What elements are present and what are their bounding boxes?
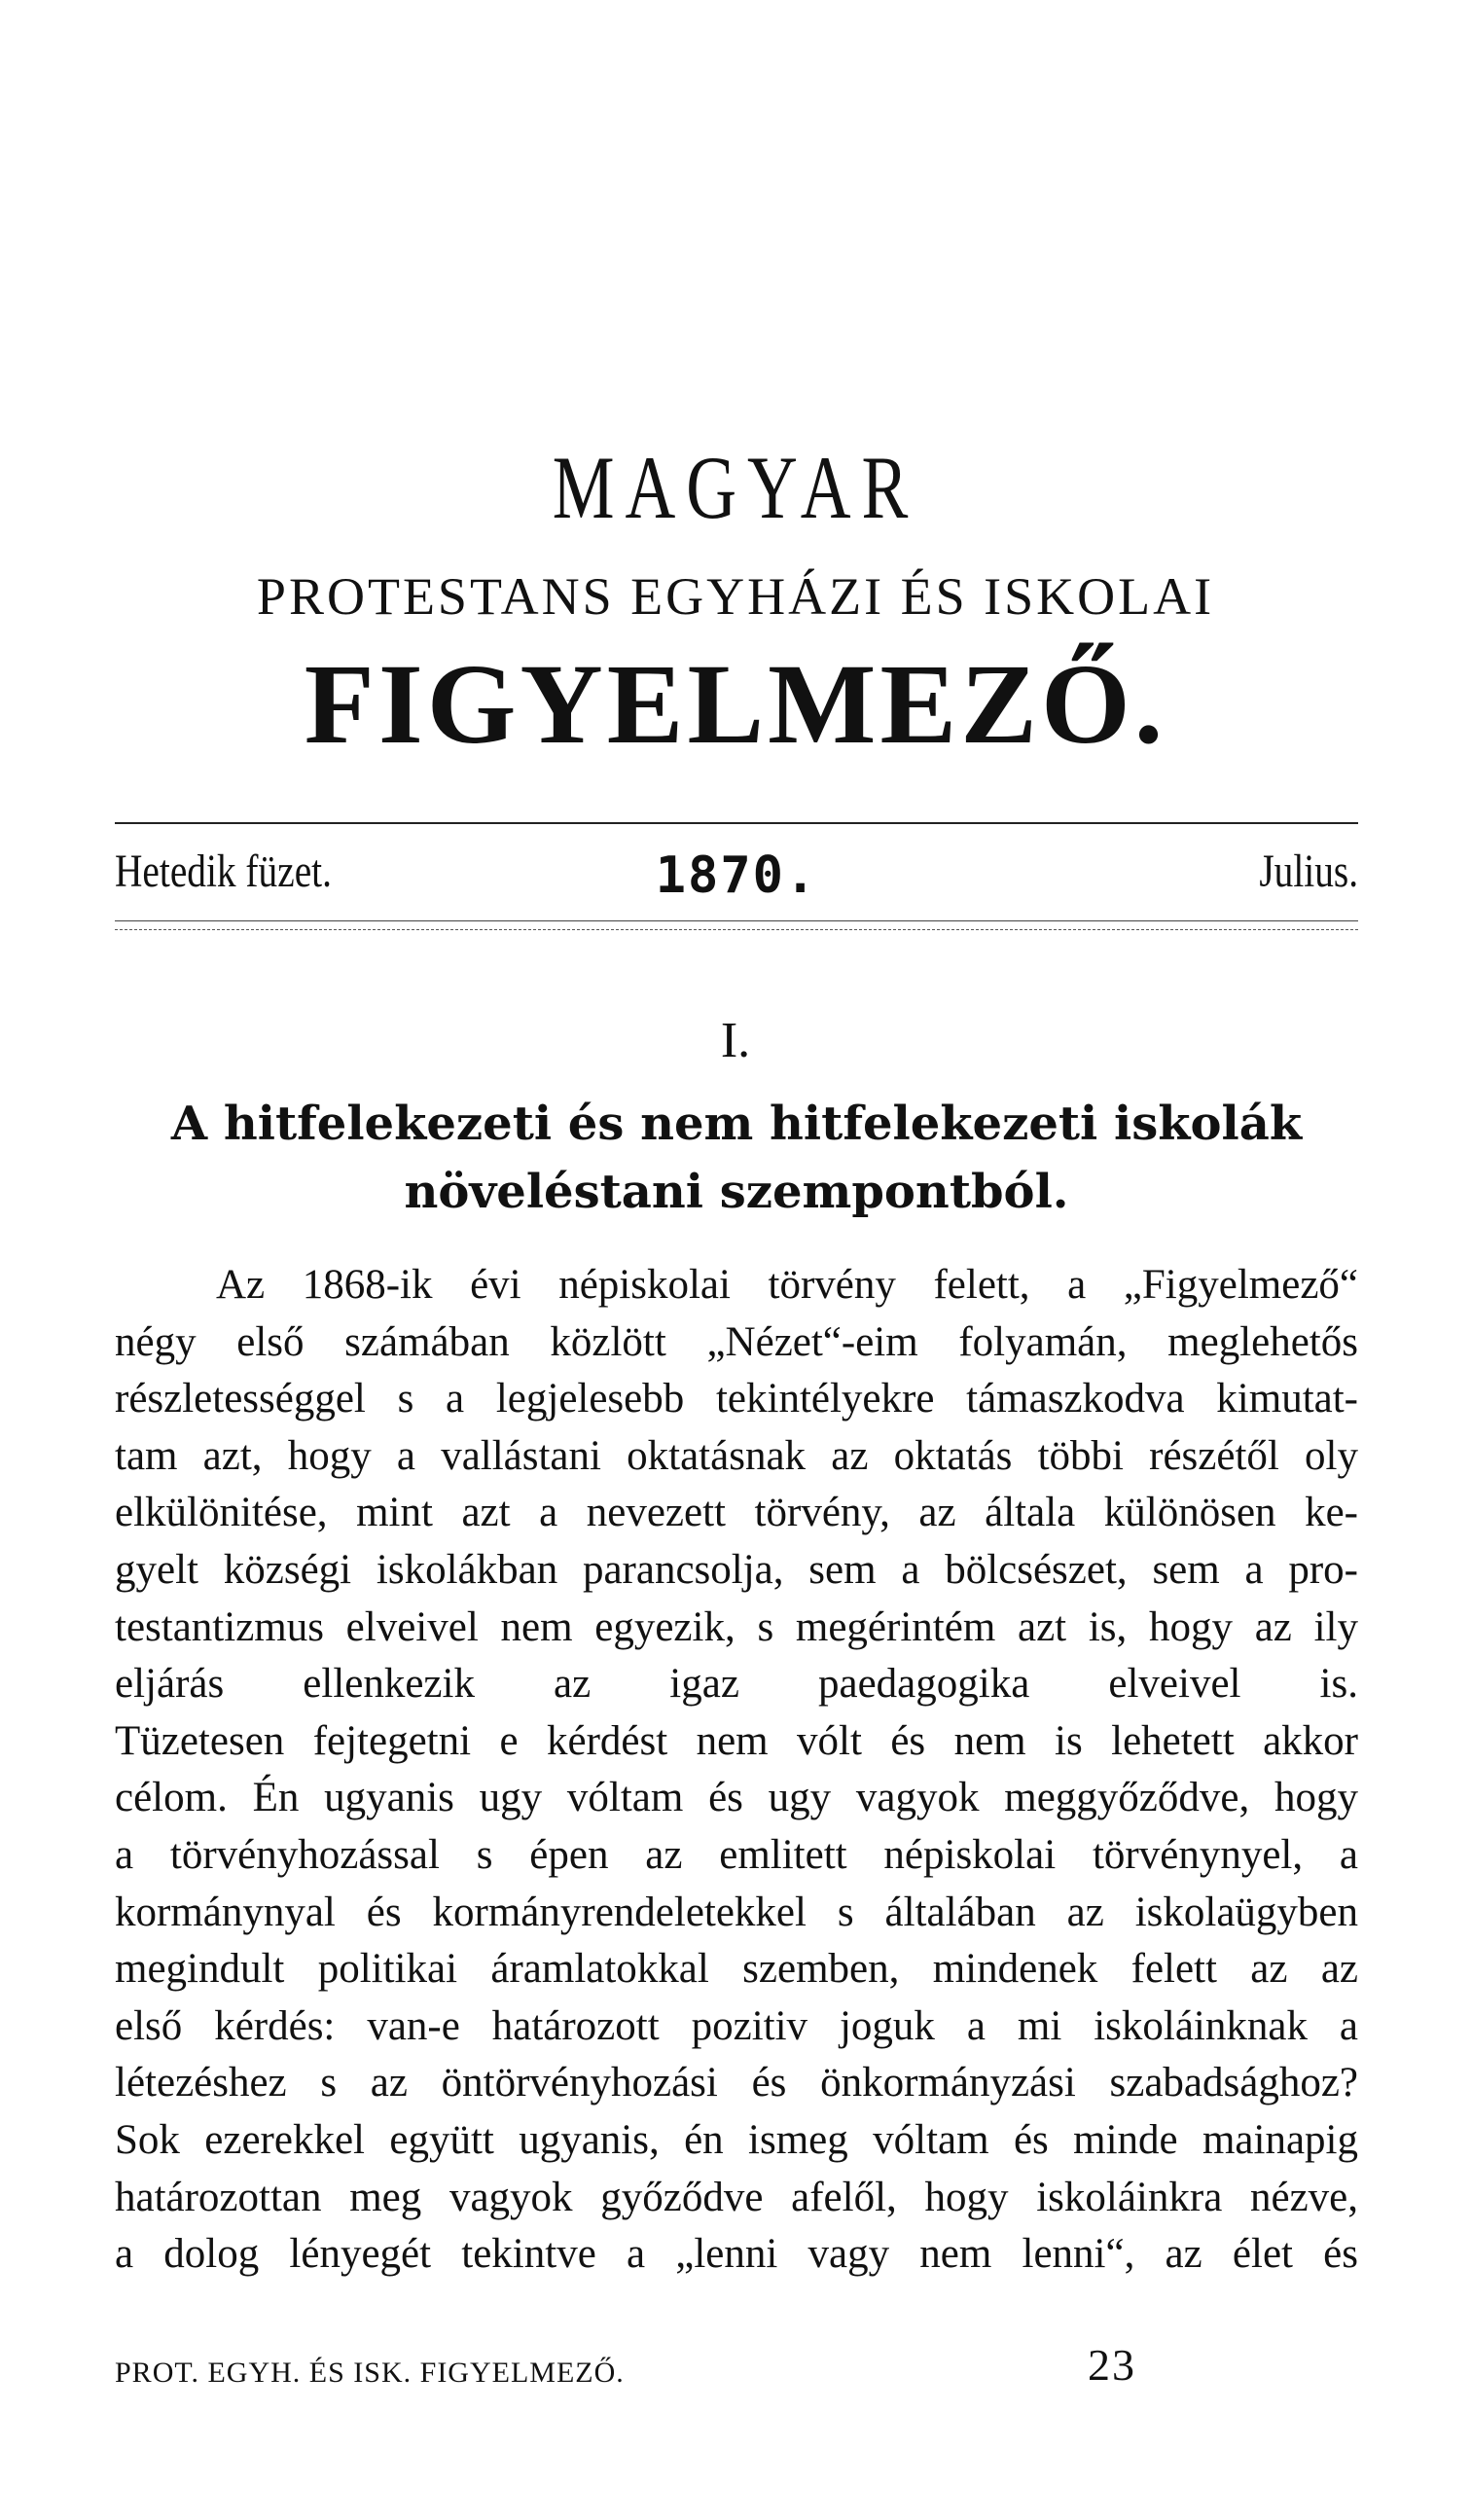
masthead-line-magyar: MAGYAR xyxy=(552,438,919,537)
body-line: Sok ezerekkel együtt ugyanis, én ismeg vóltam és minde mainapig xyxy=(115,2116,1358,2163)
issue-info-row xyxy=(115,845,1358,913)
article-title xyxy=(115,1090,1358,1226)
top-rule xyxy=(115,822,1358,824)
issue-year: 1870. xyxy=(655,846,818,905)
body-line: négy első számában közlött „Nézet“-eim folyamán, meglehetős xyxy=(115,1318,1358,1365)
body-line: eljárás ellenkezik az igaz paedagogika elveivel is. xyxy=(115,1661,1358,1708)
body-line: Tüzetesen fejtegetni e kérdést nem vólt és nem is lehetett akkor xyxy=(115,1717,1358,1764)
body-line: elkülönitése, mint azt a nevezett törvény, az általa különösen ke- xyxy=(115,1490,1358,1536)
bottom-rule xyxy=(115,920,1358,921)
article-body xyxy=(115,1257,1358,2284)
body-line: megindult politikai áramlatokkal szemben, mindenek felett az az xyxy=(115,1946,1358,1993)
body-line: a dolog lényegét tekintve a „lenni vagy nem lenni“, az élet és xyxy=(115,2231,1358,2278)
body-line: a törvényhozással s épen az emlitett népiskolai törvénynyel, a xyxy=(115,1831,1358,1878)
body-line: célom. Én ugyanis ugy vóltam és ugy vagyok meggyőződve, hogy xyxy=(115,1775,1358,1821)
issue-month: Julius. xyxy=(1259,846,1358,897)
article-title-line-2: növeléstani szempontból. xyxy=(404,1165,1069,1219)
body-line: kormánynyal és kormányrendeletekkel s általában az iskolaügyben xyxy=(115,1889,1358,1935)
body-line: gyelt községi iskolákban parancsolja, sem a bölcsészet, sem a pro- xyxy=(115,1546,1358,1593)
body-line: Az 1868-ik évi népiskolai törvény felett, a „Figyelmező“ xyxy=(216,1262,1358,1308)
article-title-line-1: A hitfelekezeti és nem hitfelekezeti iskolák xyxy=(170,1097,1303,1151)
body-line: testantizmus elveivel nem egyezik, s megérintém azt is, hogy az ily xyxy=(115,1603,1358,1650)
body-line: tam azt, hogy a vallástani oktatásnak az oktatás többi részétől oly xyxy=(115,1432,1358,1479)
article-numeral: I. xyxy=(720,1013,751,1068)
body-line: első kérdés: van-e határozott pozitiv joguk a mi iskoláinknak a xyxy=(115,2002,1358,2049)
page-number: 23 xyxy=(1088,2340,1136,2390)
running-footer: PROT. EGYH. ÉS ISK. FIGYELMEZŐ. xyxy=(115,2357,625,2389)
masthead-subtitle: PROTESTANS EGYHÁZI ÉS ISKOLAI xyxy=(256,567,1215,626)
issue-number: Hetedik füzet. xyxy=(115,846,332,897)
bottom-dashed-rule xyxy=(115,929,1358,930)
body-line: részletességgel s a legjelesebb tekintélyekre támaszkodva kimutat- xyxy=(115,1376,1358,1422)
body-line: létezéshez s az öntörvényhozási és önkormányzási szabadsághoz? xyxy=(115,2060,1358,2106)
masthead-title: FIGYELMEZŐ. xyxy=(304,640,1167,768)
body-line: határozottan meg vagyok győződve afelől, hogy iskoláinkra nézve, xyxy=(115,2174,1358,2220)
